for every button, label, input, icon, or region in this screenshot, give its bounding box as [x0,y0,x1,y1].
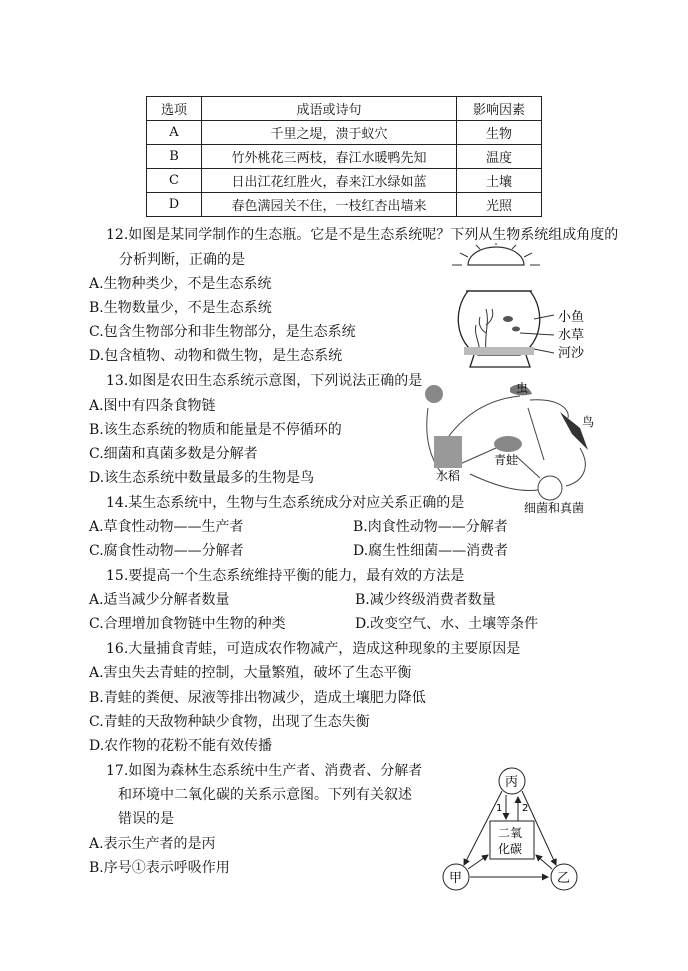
question-14-option-c: C.腐食性动物——分解者 [89,543,244,559]
question-16-option-a: A.害虫失去青蛙的控制，大量繁殖，破坏了生态平衡 [89,665,412,681]
question-16-option-c: C.青蛙的天敌物种缺少食物，出现了生态失衡 [89,714,370,730]
question-13-option-a: A.图中有四条食物链 [89,398,216,414]
question-14-option-a: A.草食性动物——生产者 [89,519,244,535]
label-water-plant: 水草 [558,328,585,343]
table-header: 成语或诗句 [202,97,457,121]
question-13-option-b: B.该生态系统的物质和能量是不停循环的 [89,422,342,438]
table-row [147,121,542,145]
question-15-option-c: C.合理增加食物链中生物的种类 [89,616,286,632]
label-co2-line2: 化碳 [498,842,523,856]
table-cell: D [147,193,202,217]
arrow-line [566,448,585,486]
arrow-line [528,408,544,460]
label-bacteria: 细菌和真菌 [524,501,585,515]
question-15-option-a: A.适当减少分解者数量 [89,592,230,608]
question-12-stem-cont: 分析判断，正确的是 [119,252,245,268]
arrow-line [470,474,538,490]
question-17-option-b: B.序号①表示呼吸作用 [89,860,230,876]
table-cell: 日出江花红胜火，春来江水绿如蓝 [202,169,457,193]
arrow-line [468,855,488,869]
label-line [534,349,554,353]
arrow-line [460,448,496,464]
table-row [147,169,542,193]
label-bird: 鸟 [582,415,595,429]
question-14-option-b: B.肉食性动物——分解者 [353,519,508,535]
label-insect: 虫 [516,381,529,395]
question-17-option-a: A.表示生产者的是丙 [89,836,216,852]
question-13-option-c: C.细菌和真菌多数是分解者 [89,446,258,462]
question-13-option-d: D.该生态系统中数量最多的生物是鸟 [89,470,315,486]
label-small-fish: 小鱼 [558,310,585,325]
ecobottle-figure [450,243,600,373]
table-cell: 竹外桃花三两枝，春江水暖鸭先知 [202,145,457,169]
question-14-stem: 14.某生态系统中，生物与生态系统成分对应关系正确的是 [106,495,465,511]
table-cell: 春色满园关不住，一枝红杏出墙来 [202,193,457,217]
arrow-line [516,456,540,478]
question-17-stem-cont: 和环境中二氧化碳的关系示意图。下列有关叙述 [118,787,412,803]
sand-layer [464,347,534,355]
options-table [146,96,542,217]
table-cell: 千里之堤，溃于蚁穴 [202,121,457,145]
sun-icon [425,385,443,403]
label-rice: 水稻 [436,469,461,483]
table-cell: C [147,169,202,193]
fish-icon [503,316,520,332]
table-cell: 生物 [457,121,542,145]
table-row [147,193,542,217]
question-17-stem: 17.如图为森林生态系统中生产者、消费者、分解者 [106,763,423,779]
arrow-line [536,855,552,869]
table-cell: 土壤 [457,169,542,193]
question-17-stem-cont: 错误的是 [118,811,174,827]
question-12-stem: 12.如图是某同学制作的生态瓶。它是不是生态系统呢？下列从生物系统组成角度的 [106,227,619,243]
arrow-line [446,396,520,440]
question-13-stem: 13.如图是农田生态系统示意图，下列说法正确的是 [106,373,423,389]
label-arrow-2: 2 [522,803,529,814]
table-row [147,145,542,169]
question-12-option-c: C.包含生物部分和非生物部分，是生态系统 [89,324,356,340]
table-cell: 温度 [457,145,542,169]
table-header-row [147,97,542,121]
question-15-stem: 15.要提高一个生态系统维持平衡的能力，最有效的方法是 [106,568,465,584]
label-jia: 甲 [449,871,463,886]
table-cell: A [147,121,202,145]
question-12-option-b: B.生物数量少，不是生态系统 [89,300,272,316]
question-16-option-d: D.农作物的花粉不能有效传播 [89,738,273,754]
question-16-stem: 16.大量捕食青蛙，可造成农作物减产，造成这种现象的主要原因是 [106,641,521,657]
question-12-option-d: D.包含植物、动物和微生物，是生态系统 [89,348,343,364]
label-bing: 丙 [505,775,519,790]
label-river-sand: 河沙 [558,346,585,361]
table-cell: 光照 [457,193,542,217]
label-arrow-1: 1 [496,803,503,814]
water-plant-icon [475,309,492,351]
frog-icon [494,436,522,452]
table-header: 选项 [147,97,202,121]
rice-icon [434,436,462,468]
label-co2-line1: 二氧 [498,826,523,840]
table-header: 影响因素 [457,97,542,121]
label-yi: 乙 [557,871,571,886]
question-15-option-b: B.减少终级消费者数量 [355,592,496,608]
question-12-option-a: A.生物种类少，不是生态系统 [89,276,272,292]
label-line [534,315,554,319]
question-16-option-b: B.青蛙的粪便、尿液等排出物减少，造成土壤肥力降低 [89,690,426,706]
table-cell: B [147,145,202,169]
bacteria-icon [538,476,562,500]
label-frog: 青蛙 [494,453,519,467]
bottle-icon [458,291,539,367]
carbon-cycle-figure [432,765,584,897]
question-15-option-d: D.改变空气、水、土壤等条件 [355,616,539,632]
question-14-option-d: D.腐生性细菌——消费者 [353,543,509,559]
sun-icon [452,243,540,265]
